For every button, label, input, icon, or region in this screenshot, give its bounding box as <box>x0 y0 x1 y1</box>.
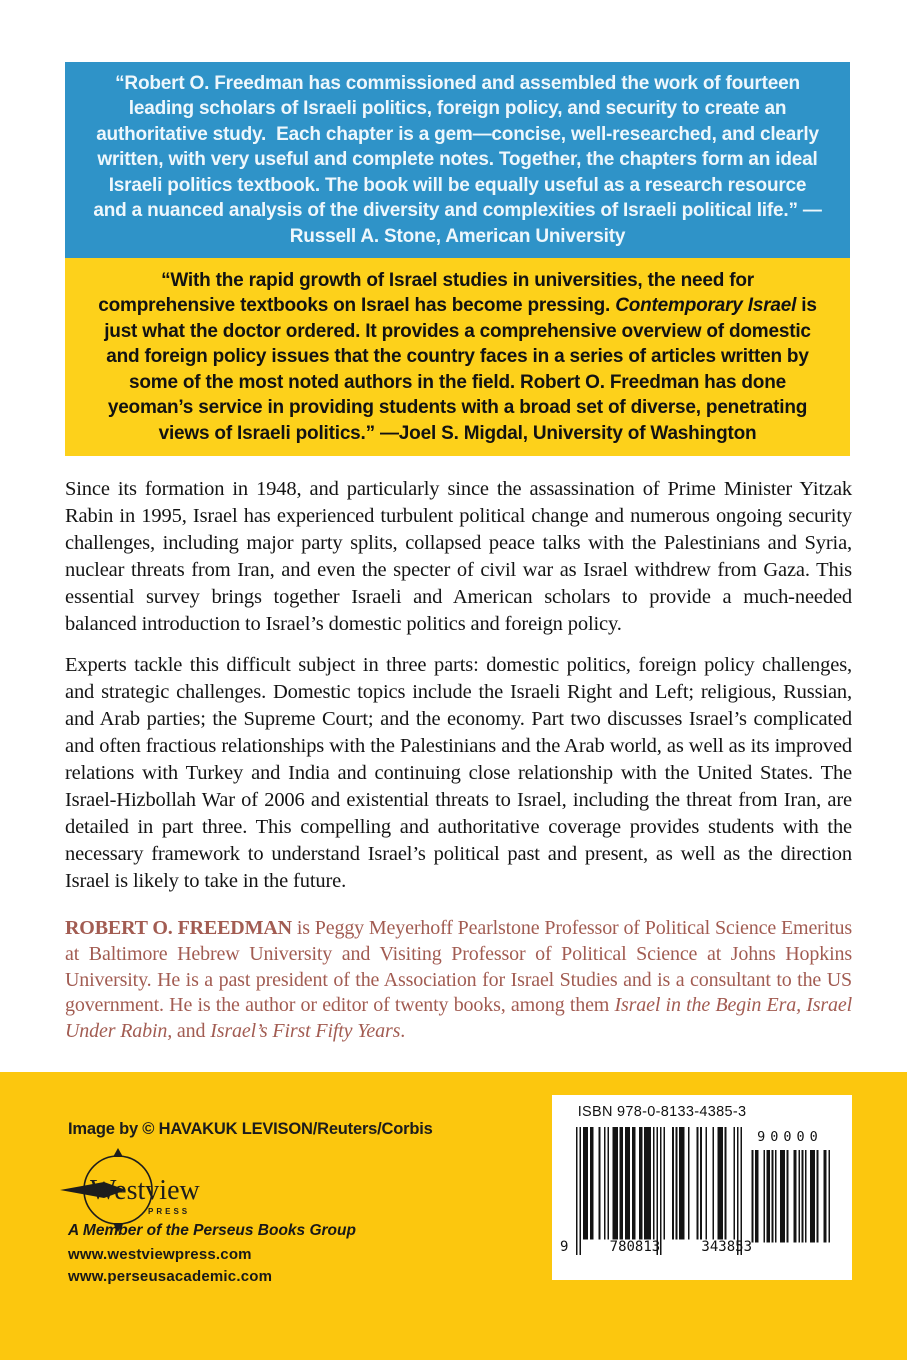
logo-wordmark: Westview <box>90 1175 200 1206</box>
ean13-digit-group-right: 343853 <box>701 1239 752 1255</box>
image-credit: Image by © HAVAKUK LEVISON/Reuters/Corbis <box>68 1120 433 1138</box>
url-perseusacademic: www.perseusacademic.com <box>68 1268 273 1285</box>
publisher-band <box>0 1072 907 1360</box>
logo-press-label: PRESS <box>148 1207 191 1216</box>
ean13-digit-lead: 9 <box>560 1239 569 1255</box>
ean5-digits: 90000 <box>757 1129 823 1145</box>
ean13-digit-group-left: 780813 <box>609 1239 661 1255</box>
author-bio: ROBERT O. FREEDMAN is Peggy Meyerhoff Pearlstone Professor of Political Science Emeritus at Baltimore Hebrew University and Visiting Professor of Political Science at Johns Hopkins University. He is a past president of the Association for Israel Studies and is a consultant to the US government. He is the author or editor of twenty books, among them Israel in the Begin Era, Israel Under Rabin, and Israel’s First Fifty Years. <box>65 917 853 1043</box>
review-quote-blue-text: “Robert O. Freedman has commissioned and assembled the work of fourteen leading scholars of Israeli politics, foreign policy, and security to create an authoritative study. Each chapter is a gem—concise, well-researched, and clearly written, with very useful and complete notes. Together, the chapters form an ideal Israeli politics textbook. The book will be equally useful as a research resource and a nuanced analysis of the diversity and complexities of Israeli political life.” —Russell A. Stone, American University <box>93 72 824 247</box>
ean13-barcode-icon <box>576 1127 742 1255</box>
review-quote-yellow-text: “With the rapid growth of Israel studies in universities, the need for comprehensive textbooks on Israel has become pressing. Contemporary Israel is just what the doctor ordered. It provides a comprehensive overview of domestic and foreign policy issues that the country faces in a series of articles written by some of the most noted authors in the field. Robert O. Freedman has done yeoman’s service in providing students with a broad set of diverse, penetrating views of Israeli politics.” —Joel S. Migdal, University of Washington <box>98 269 822 444</box>
synopsis-paragraph-2: Experts tackle this difficult subject in three parts: domestic politics, foreign policy challenges, and strategic challenges. Domestic topics include the Israeli Right and Left; religious, Russian, and Arab parties; the Supreme Court; and the economy. Part two discusses Israel’s complicated and often fractious relationships with the Palestinians and the Arab world, as well as its improved relations with Turkey and India and continuing close relationship with the United States. The Israel-Hizbollah War of 2006 and existential threats to Israel, including the threat from Iran, are detailed in part three. This compelling and authoritative coverage provides students with the necessary framework to understand Israel’s political past and present, as well as the direction Israel is likely to take in the future. <box>65 654 852 892</box>
isbn-label: ISBN 978-0-8133-4385-3 <box>577 1104 747 1120</box>
barcode-panel <box>552 1095 852 1280</box>
ean5-barcode-icon <box>750 1150 830 1255</box>
url-westviewpress: www.westviewpress.com <box>68 1246 252 1263</box>
member-line: A Member of the Perseus Books Group <box>68 1222 356 1239</box>
review-quote-yellow <box>65 258 850 456</box>
review-quote-blue <box>65 62 850 258</box>
ean13-digits <box>560 1239 752 1255</box>
synopsis-paragraph-1: Since its formation in 1948, and particularly since the assassination of Prime Minister Yitzak Rabin in 1995, Israel has experienced turbulent political change and numerous ongoing security challenges, including major party splits, collapsed peace talks with the Palestinians and Syria, nuclear threats from Iran, and even the specter of civil war as Israel withdrew from Gaza. This essential survey brings together Israeli and American scholars to provide a much-needed balanced introduction to Israel’s domestic politics and foreign policy. <box>65 478 852 635</box>
